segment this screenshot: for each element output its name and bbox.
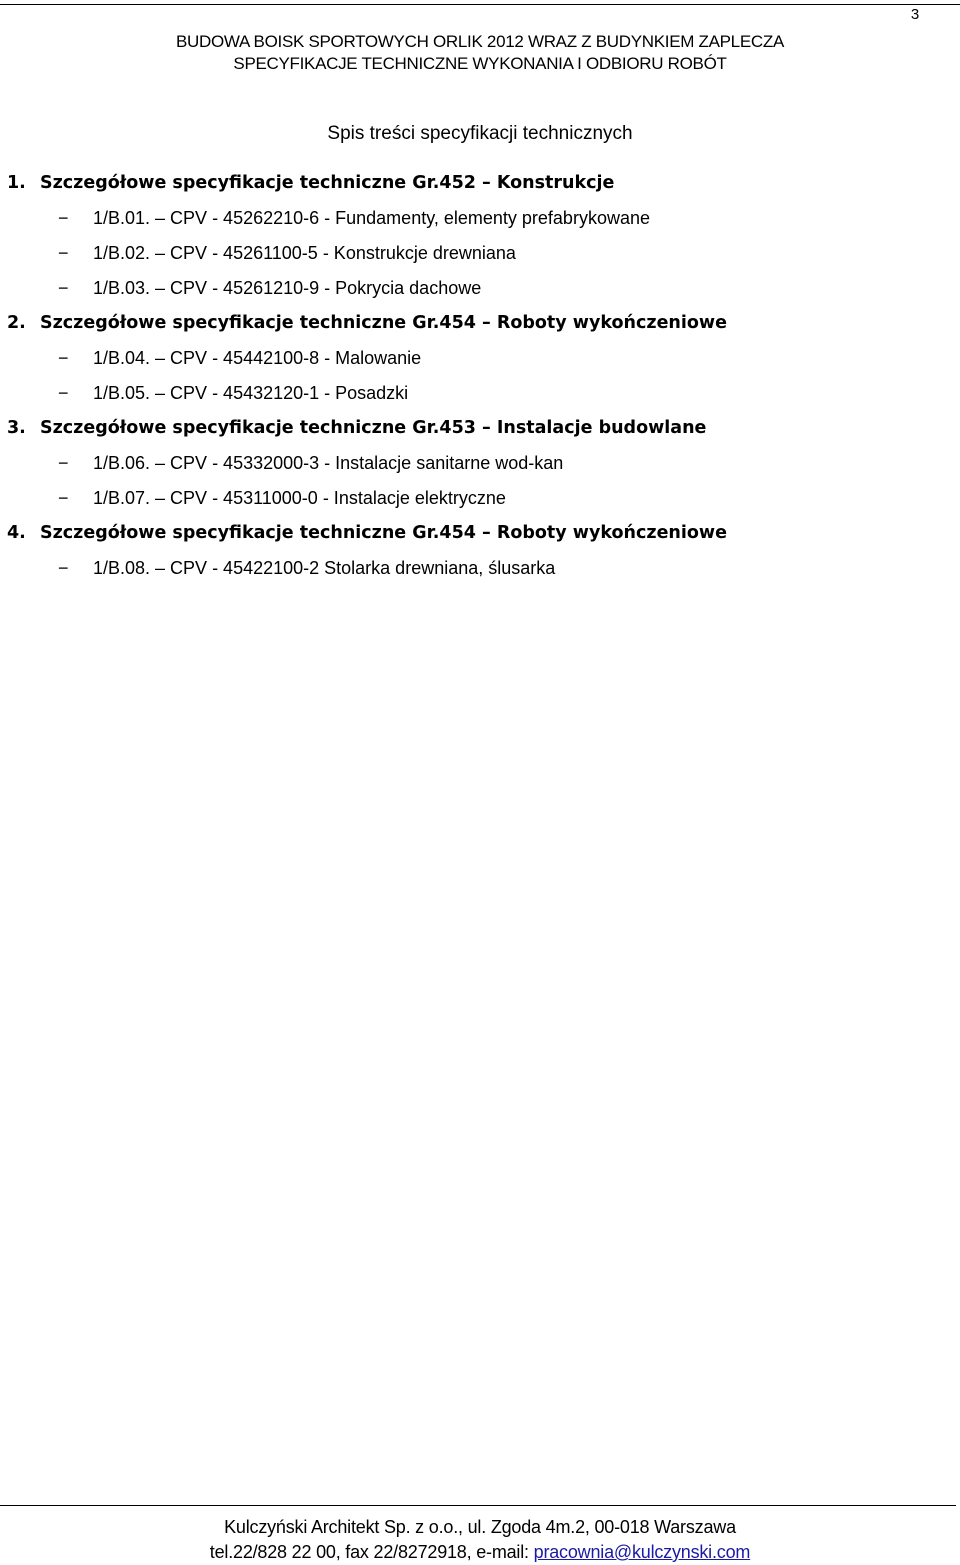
toc-section[interactable] bbox=[0, 516, 960, 551]
section-title: Szczegółowe specyfikacje techniczne Gr.454 – Roboty wykończeniowe bbox=[40, 313, 727, 333]
dash-bullet-icon: − bbox=[58, 208, 69, 228]
header-project-title: BUDOWA BOISK SPORTOWYCH ORLIK 2012 WRAZ Z BUDYNKIEM ZAPLECZA bbox=[176, 32, 784, 51]
toc-item-text: 1/B.05. – CPV - 45432120-1 - Posadzki bbox=[93, 383, 409, 403]
header-document-type: SPECYFIKACJE TECHNICZNE WYKONANIA I ODBIORU ROBÓT bbox=[233, 54, 727, 73]
dash-bullet-icon: − bbox=[58, 488, 69, 508]
toc-item-text: 1/B.07. – CPV - 45311000-0 - Instalacje elektryczne bbox=[93, 488, 506, 508]
section-number: 2. bbox=[7, 313, 26, 333]
toc-item[interactable] bbox=[0, 551, 960, 586]
footer-email-link[interactable]: pracownia@kulczynski.com bbox=[533, 1542, 751, 1562]
section-title: Szczegółowe specyfikacje techniczne Gr.454 – Roboty wykończeniowe bbox=[40, 523, 727, 543]
footer-contact bbox=[0, 1540, 960, 1565]
dash-bullet-icon: − bbox=[58, 453, 69, 473]
dash-bullet-icon: − bbox=[58, 348, 69, 368]
page-number: 3 bbox=[910, 6, 920, 23]
toc-section[interactable] bbox=[0, 166, 960, 201]
dash-bullet-icon: − bbox=[58, 558, 69, 578]
toc-item[interactable] bbox=[0, 201, 960, 236]
toc-item-text: 1/B.08. – CPV - 45422100-2 Stolarka drewniana, ślusarka bbox=[93, 558, 556, 578]
dash-bullet-icon: − bbox=[58, 243, 69, 263]
toc-item[interactable] bbox=[0, 236, 960, 271]
document-header bbox=[0, 31, 960, 75]
toc-title-text: Spis treści specyfikacji technicznych bbox=[327, 123, 633, 144]
toc-item-text: 1/B.01. – CPV - 45262210-6 - Fundamenty, elementy prefabrykowane bbox=[93, 208, 650, 228]
toc-item[interactable] bbox=[0, 271, 960, 306]
toc-item[interactable] bbox=[0, 446, 960, 481]
footer-address: Kulczyński Architekt Sp. z o.o., ul. Zgoda 4m.2, 00-018 Warszawa bbox=[224, 1517, 736, 1537]
toc-item[interactable] bbox=[0, 341, 960, 376]
toc-item-text: 1/B.06. – CPV - 45332000-3 - Instalacje sanitarne wod-kan bbox=[93, 453, 564, 473]
section-number: 1. bbox=[7, 173, 26, 193]
toc-title bbox=[0, 123, 960, 145]
footer-rule bbox=[0, 1505, 956, 1506]
header-rule bbox=[0, 4, 960, 5]
section-title: Szczegółowe specyfikacje techniczne Gr.453 – Instalacje budowlane bbox=[40, 418, 707, 438]
section-number: 3. bbox=[7, 418, 26, 438]
section-number: 4. bbox=[7, 523, 26, 543]
toc-item-text: 1/B.03. – CPV - 45261210-9 - Pokrycia dachowe bbox=[93, 278, 482, 298]
footer-phone-fax: tel.22/828 22 00, fax 22/8272918, e-mail: bbox=[209, 1542, 534, 1562]
dash-bullet-icon: − bbox=[58, 383, 69, 403]
toc-item-text: 1/B.04. – CPV - 45442100-8 - Malowanie bbox=[93, 348, 422, 368]
table-of-contents bbox=[0, 166, 960, 586]
section-title: Szczegółowe specyfikacje techniczne Gr.452 – Konstrukcje bbox=[40, 173, 615, 193]
toc-section[interactable] bbox=[0, 411, 960, 446]
dash-bullet-icon: − bbox=[58, 278, 69, 298]
toc-section[interactable] bbox=[0, 306, 960, 341]
document-footer bbox=[0, 1515, 960, 1565]
toc-item[interactable] bbox=[0, 481, 960, 516]
toc-item[interactable] bbox=[0, 376, 960, 411]
toc-item-text: 1/B.02. – CPV - 45261100-5 - Konstrukcje drewniana bbox=[93, 243, 516, 263]
